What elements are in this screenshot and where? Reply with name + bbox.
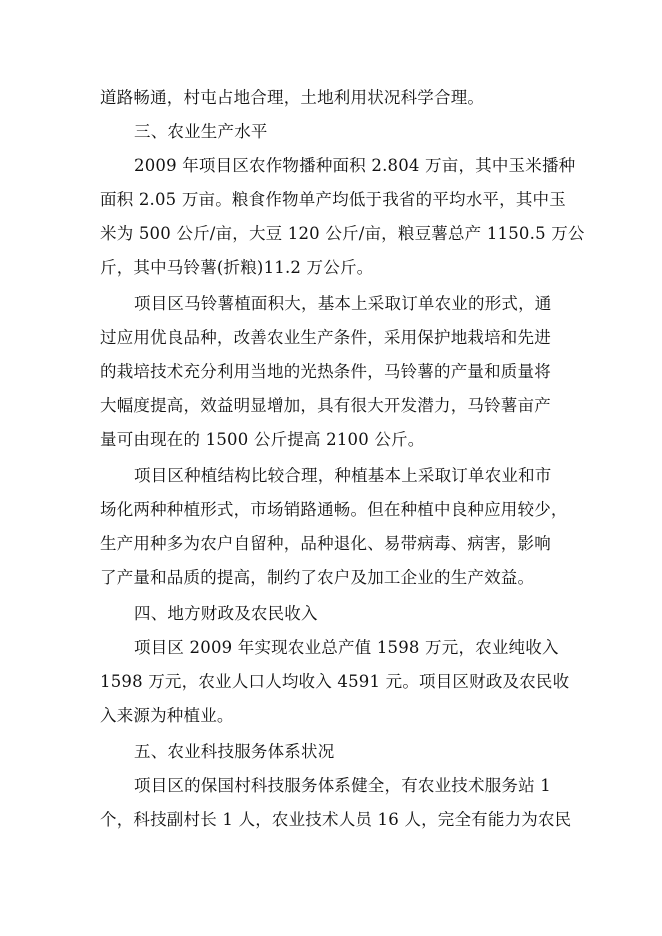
paragraph-line: 场化两种种植形式，市场销路通畅。但在种植中良种应用较少， xyxy=(100,500,568,519)
section-heading: 三、农业生产水平 xyxy=(134,122,268,141)
paragraph-line: 面积 2.05 万亩。粮食作物单产均低于我省的平均水平，其中玉 xyxy=(100,190,566,209)
paragraph-line: 项目区种植结构比较合理，种植基本上采取订单农业和市 xyxy=(134,466,552,485)
paragraph-line: 斤，其中马铃薯(折粮)11.2 万公斤。 xyxy=(100,258,374,277)
paragraph-line: 项目区马铃薯植面积大，基本上采取订单农业的形式，通 xyxy=(134,294,552,313)
paragraph-line: 1598 万元，农业人口人均收入 4591 元。项目区财政及农民收 xyxy=(100,672,570,691)
paragraph-line: 大幅度提高，效益明显增加，具有很大开发潜力，马铃薯亩产 xyxy=(100,396,551,415)
paragraph-line: 的栽培技术充分利用当地的光热条件，马铃薯的产量和质量将 xyxy=(100,362,551,381)
paragraph-line: 了产量和品质的提高，制约了农户及加工企业的生产效益。 xyxy=(100,568,535,587)
paragraph-line: 量可由现在的 1500 公斤提高 2100 公斤。 xyxy=(100,430,425,449)
section-heading: 五、农业科技服务体系状况 xyxy=(134,742,335,761)
section-heading: 四、地方财政及农民收入 xyxy=(134,604,318,623)
paragraph-line: 入来源为种植业。 xyxy=(100,706,234,725)
paragraph-line: 过应用优良品种，改善农业生产条件，采用保护地栽培和先进 xyxy=(100,328,551,347)
paragraph-line: 个，科技副村长 1 人，农业技术人员 16 人，完全有能力为农民 xyxy=(100,810,572,829)
paragraph-line: 2009 年项目区农作物播种面积 2.804 万亩，其中玉米播种 xyxy=(134,156,576,175)
paragraph-line: 米为 500 公斤/亩，大豆 120 公斤/亩，粮豆薯总产 1150.5 万公 xyxy=(100,224,585,243)
paragraph-line: 项目区 2009 年实现农业总产值 1598 万元，农业纯收入 xyxy=(134,638,559,657)
paragraph-line: 道路畅通，村屯占地合理，土地利用状况科学合理。 xyxy=(100,88,485,107)
paragraph-line: 生产用种多为农户自留种，品种退化、易带病毒、病害，影响 xyxy=(100,534,551,553)
paragraph-line: 项目区的保国村科技服务体系健全，有农业技术服务站 1 xyxy=(134,776,551,795)
